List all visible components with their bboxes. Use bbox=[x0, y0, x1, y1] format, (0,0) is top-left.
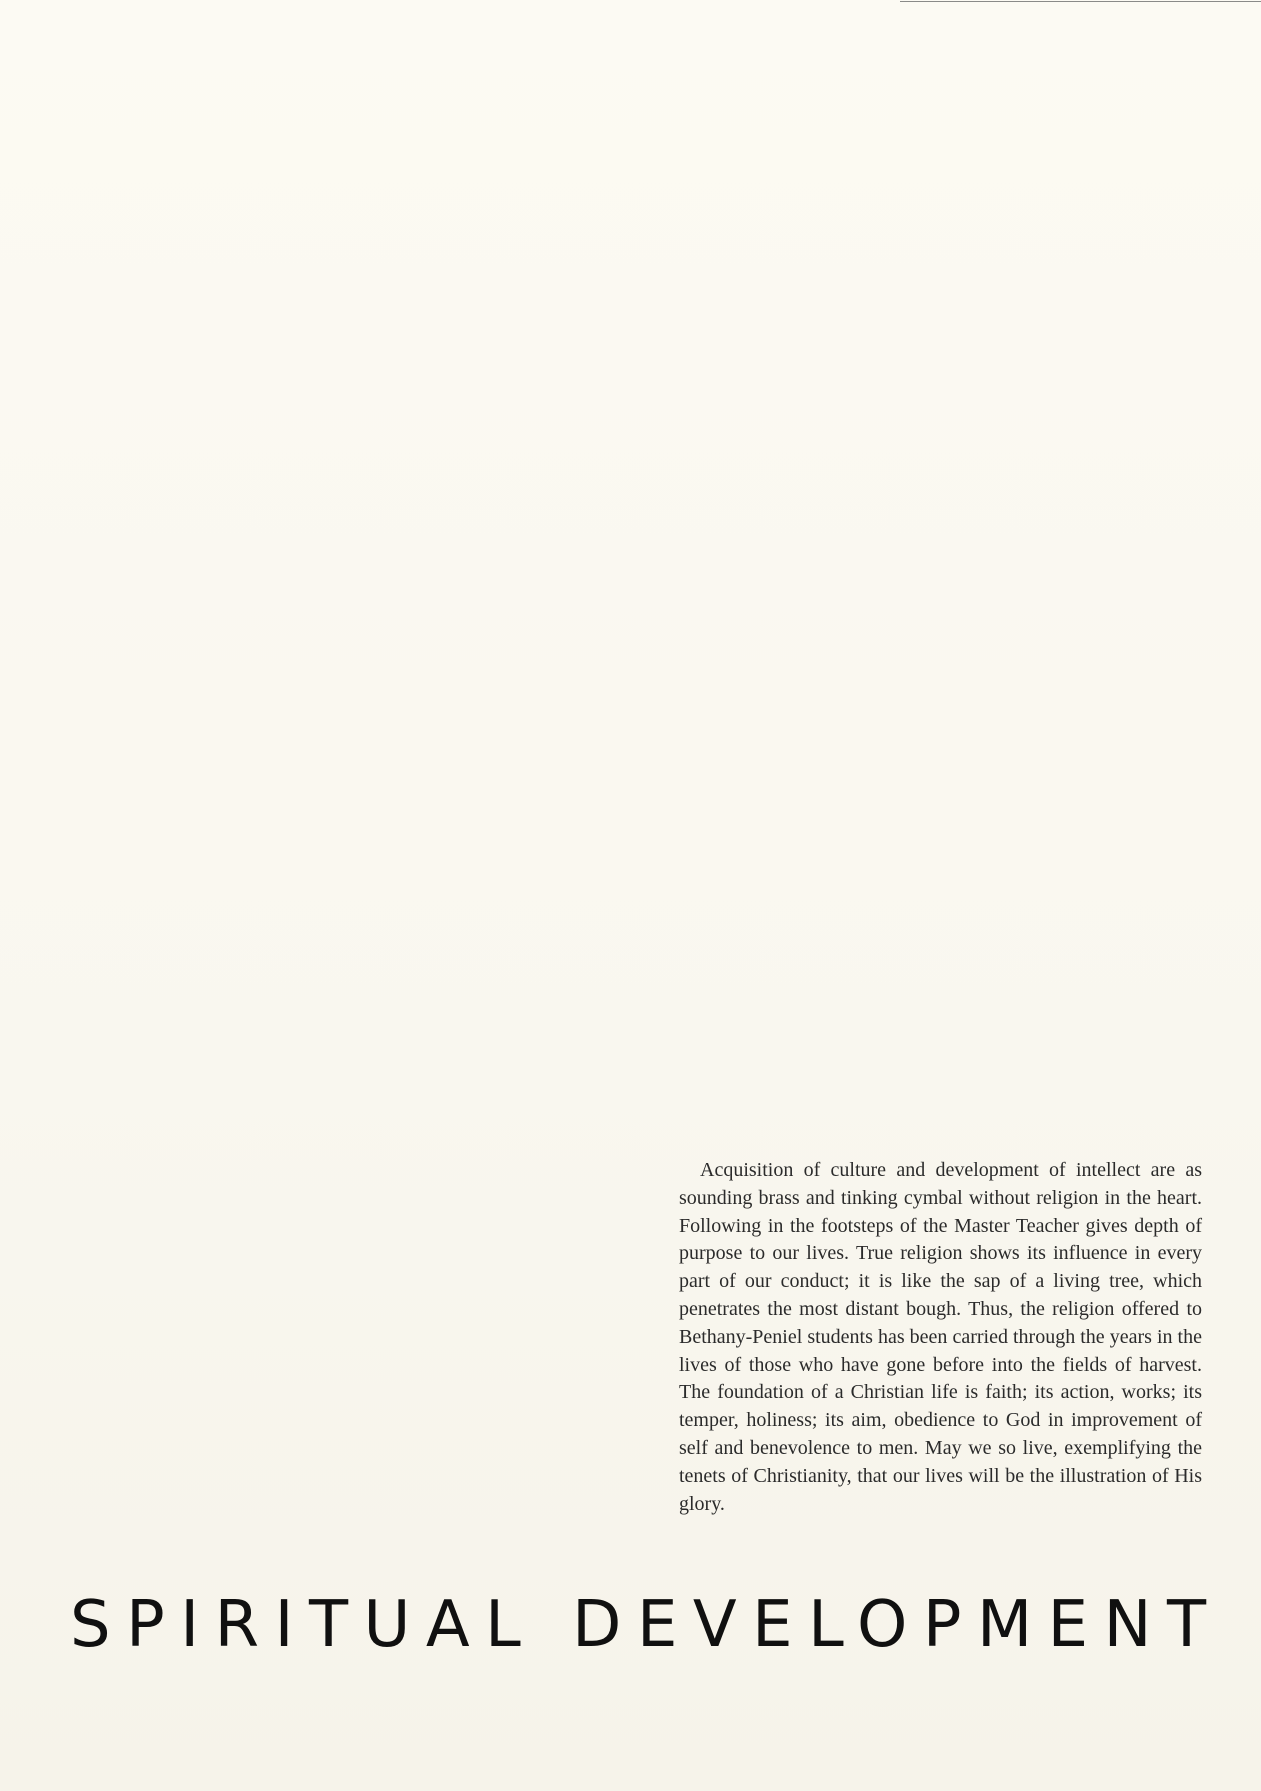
section-heading: SPIRITUAL DEVELOPMENT bbox=[70, 1588, 1222, 1662]
top-edge-line bbox=[900, 1, 1261, 2]
body-paragraph: Acquisition of culture and development of intellect are as sounding brass and tinking cymbal without religion in the heart. Following in the footsteps of the Master Teacher gives depth of purpose to our lives. True religion shows its influence in every part of our conduct; it is like the sap of a living tree, which penetrates the most distant bough. Thus, the religion offered to Bethany-Peniel students has been carried through the years in the lives of those who have gone before into the fields of harvest. The foundation of a Christian life is faith; its action, works; its temper, holiness; its aim, obedience to God in improvement of self and benevolence to men. May we so live, exemplifying the tenets of Christianity, that our lives will be the illustration of His glory. bbox=[679, 1159, 1202, 1515]
